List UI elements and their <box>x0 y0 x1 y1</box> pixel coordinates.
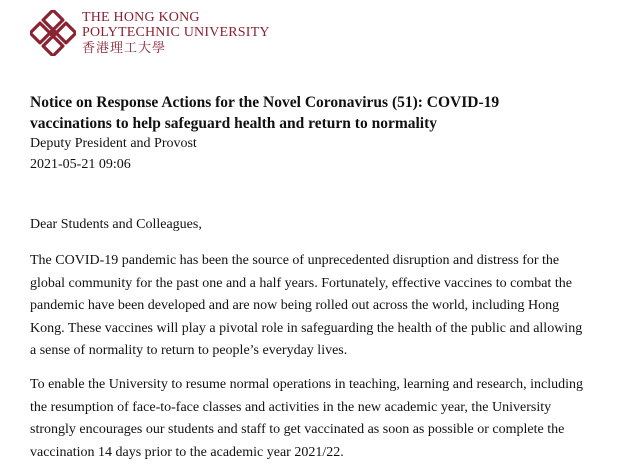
notice-title <box>30 92 590 134</box>
notice-title-line2: vaccinations to help safeguard health and return to normality <box>30 113 590 134</box>
polyu-logo-icon <box>30 10 76 56</box>
paragraph-line: To enable the University to resume normal operations in teaching, learning and research, including <box>30 374 605 397</box>
paragraph-line: Kong. These vaccines will play a pivotal role in safeguarding the health of the public and allowing <box>30 318 605 341</box>
paragraph-line: strongly encourages our students and staff to get vaccinated as soon as possible or complete the <box>30 419 605 442</box>
notice-timestamp: 2021-05-21 09:06 <box>30 156 131 174</box>
notice-title-line1: Notice on Response Actions for the Novel Coronavirus (51): COVID-19 <box>30 92 590 113</box>
paragraph-line: global community for the past one and a half years. Fortunately, effective vaccines to combat the <box>30 273 605 296</box>
university-name-en-line2: POLYTECHNIC UNIVERSITY <box>82 26 270 40</box>
paragraph-line: the resumption of face-to-face classes and activities in the new academic year, the University <box>30 397 605 420</box>
paragraph-line: vaccination 14 days prior to the academic year 2021/22. <box>30 442 605 464</box>
university-wordmark <box>82 11 270 55</box>
university-name-en-line1: THE HONG KONG <box>82 11 270 25</box>
salutation: Dear Students and Colleagues, <box>30 216 202 234</box>
paragraph-2 <box>30 374 605 464</box>
paragraph-1 <box>30 250 605 363</box>
paragraph-line: The COVID-19 pandemic has been the source of unprecedented disruption and distress for the <box>30 250 605 273</box>
university-name-cn: 香港理工大學 <box>82 42 270 55</box>
paragraph-line: pandemic have been developed and are now being rolled out across the world, including Hong <box>30 295 605 318</box>
paragraph-line: a sense of normality to return to people’s everyday lives. <box>30 340 605 363</box>
notice-author: Deputy President and Provost <box>30 135 197 153</box>
